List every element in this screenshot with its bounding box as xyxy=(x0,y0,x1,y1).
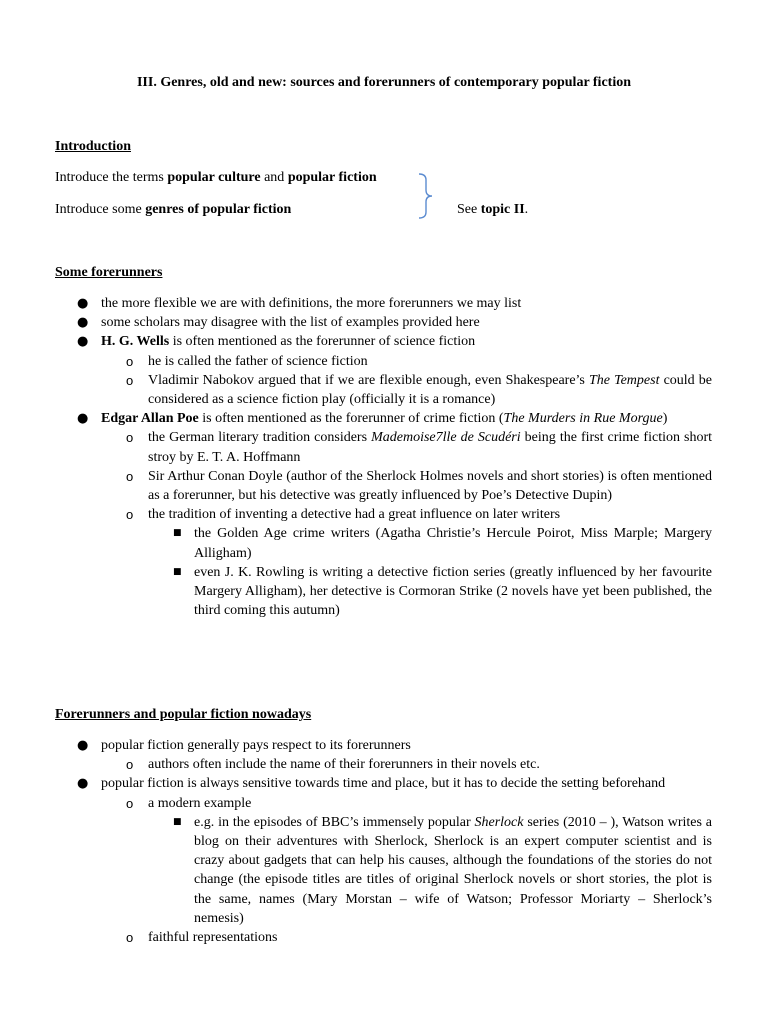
circle-bullet-icon: o xyxy=(126,507,134,523)
square-bullet-icon: ■ xyxy=(173,566,182,577)
circle-bullet-icon: o xyxy=(126,372,134,388)
list-item: o Sir Arthur Conan Doyle (author of the Sherlock Holmes novels and short stories) is often mentioned as a forerunner, but his detective was greatly influenced by Poe’s Detective Dupin) xyxy=(126,468,712,504)
list-item: o the tradition of inventing a detective had a great influence on later writers ■ the Golden Age crime writers (Agatha Christie’s Hercule Poirot, Miss Marple; Margery Alligham) ■ even J. K. Rowling is writing a detective fiction series (greatly influenced by her favourite Margery Alligham), her detective is Cormoran Strike (2 novels have yet been published, the third coming this autumn) xyxy=(101,505,712,620)
list-item: ■ even J. K. Rowling is writing a detective fiction series (greatly influenced by her favourite Margery Alligham), her detective is Cormoran Strike (2 novels have yet been published, the third coming this autumn) xyxy=(173,564,712,619)
list-item: ● Edgar Allan Poe is often mentioned as the forerunner of crime fiction (The Murders in Rue Morgue) o the German literary tradition considers Mademoise7lle de Scudéri being the first crime fiction short stroy by E. T. A. Hoffmann o Sir Arthur Conan Doyle (author of the Sherlock Holmes novels and short stories) is often mentioned as a forerunner, but his detective was greatly influenced by Poe’s Detective Dupin) o the tradition of inventing a detective had a great influence on later writers ■ the Golden Age crime writers (Agatha Christie’s Hercule Poirot, Miss Marple; Margery Alligham) ■ even J. K. Rowling is writing a detective fiction series (greatly influenced by her favourite Margery Alligham), her detective is Cormoran Strike (2 novels have yet been published, the third coming this autumn) xyxy=(55,409,712,620)
bullet-icon: ● xyxy=(77,776,89,792)
bullet-icon: ● xyxy=(77,334,89,350)
circle-bullet-icon: o xyxy=(126,930,134,946)
bullet-icon: ● xyxy=(77,315,89,331)
bullet-icon: ● xyxy=(77,411,89,427)
square-bullet-icon: ■ xyxy=(173,816,182,827)
list-item: ■ e.g. in the episodes of BBC’s immensely popular Sherlock series (2010 – ), Watson writes a blog on their adventures with Sherlock, Sherlock is an expert computer scientist and is crazy about gadgets that can help his causes, although the foundations of the stories do not change (the episode titles are titles of original Sherlock novels or short stories, the plot is the same, names (Mary Morstan – wife of Watson; Professor Moriarty – Sherlock’s nemesis) xyxy=(173,814,712,926)
intro-line-genres: Introduce some genres of popular fiction xyxy=(55,202,292,217)
list-item: ● H. G. Wells is often mentioned as the forerunner of science fiction o he is called the father of science fiction o Vladimir Nabokov argued that if we are flexible enough, even Shakespeare’s The Tempest could be considered as a science fiction play (officially it is a romance) xyxy=(55,332,712,409)
nowadays-heading: Forerunners and popular fiction nowadays xyxy=(55,707,312,722)
list-item: ● some scholars may disagree with the list of examples provided here xyxy=(55,313,712,332)
intro-line-terms: Introduce the terms popular culture and popular fiction xyxy=(55,170,377,185)
circle-bullet-icon: o xyxy=(126,795,134,811)
square-bullet-icon: ■ xyxy=(173,528,182,539)
list-item: ● popular fiction generally pays respect to its forerunners o authors often include the name of their forerunners in their novels etc. xyxy=(55,736,712,774)
list-item: o authors often include the name of their forerunners in their novels etc. xyxy=(101,755,712,774)
circle-bullet-icon: o xyxy=(126,468,134,484)
list-item: o he is called the father of science fiction xyxy=(101,352,712,371)
circle-bullet-icon: o xyxy=(126,430,134,446)
list-item: ● popular fiction is always sensitive towards time and place, but it has to decide the setting beforehand o a modern example ■ e.g. in the episodes of BBC’s immensely popular Sherlock series (2010 – ), Watson writes a blog on their adventures with Sherlock, Sherlock is an expert computer scientist and is crazy about gadgets that can help his causes, although the foundations of the stories do not change (the episode titles are titles of original Sherlock novels or short stories, the plot is the same, names (Mary Morstan – wife of Watson; Professor Moriarty – Sherlock’s nemesis) o faithful representations xyxy=(55,774,712,947)
list-item: o faithful representations xyxy=(101,928,712,947)
circle-bullet-icon: o xyxy=(126,353,134,369)
bullet-icon: ● xyxy=(77,738,89,753)
list-item: ● the more flexible we are with definitions, the more forerunners we may list xyxy=(55,294,712,313)
list-item: o a modern example ■ e.g. in the episodes of BBC’s immensely popular Sherlock series (2010 – ), Watson writes a blog on their adventures with Sherlock, Sherlock is an expert computer scientist and is crazy about gadgets that can help his causes, although the foundations of the stories do not change (the episode titles are titles of original Sherlock novels or short stories, the plot is the same, names (Mary Morstan – wife of Watson; Professor Moriarty – Sherlock’s nemesis) xyxy=(101,794,712,928)
introduction-heading: Introduction xyxy=(55,139,131,154)
bullet-icon: ● xyxy=(77,296,89,311)
list-item: ■ the Golden Age crime writers (Agatha Christie’s Hercule Poirot, Miss Marple; Margery Alligham) xyxy=(173,526,712,561)
list-item: o Vladimir Nabokov argued that if we are flexible enough, even Shakespeare’s The Tempest could be considered as a science fiction play (officially it is a romance) xyxy=(126,372,712,408)
some-forerunners-heading: Some forerunners xyxy=(55,265,163,280)
list-item: o the German literary tradition considers Mademoise7lle de Scudéri being the first crime fiction short stroy by E. T. A. Hoffmann xyxy=(126,430,712,465)
see-topic-note: See topic II. xyxy=(457,202,529,217)
right-brace-icon xyxy=(417,172,441,220)
forerunners-list xyxy=(55,294,712,620)
nowadays-list xyxy=(55,736,712,947)
circle-bullet-icon: o xyxy=(126,757,134,773)
page-title: III. Genres, old and new: sources and forerunners of contemporary popular fiction xyxy=(136,75,632,90)
